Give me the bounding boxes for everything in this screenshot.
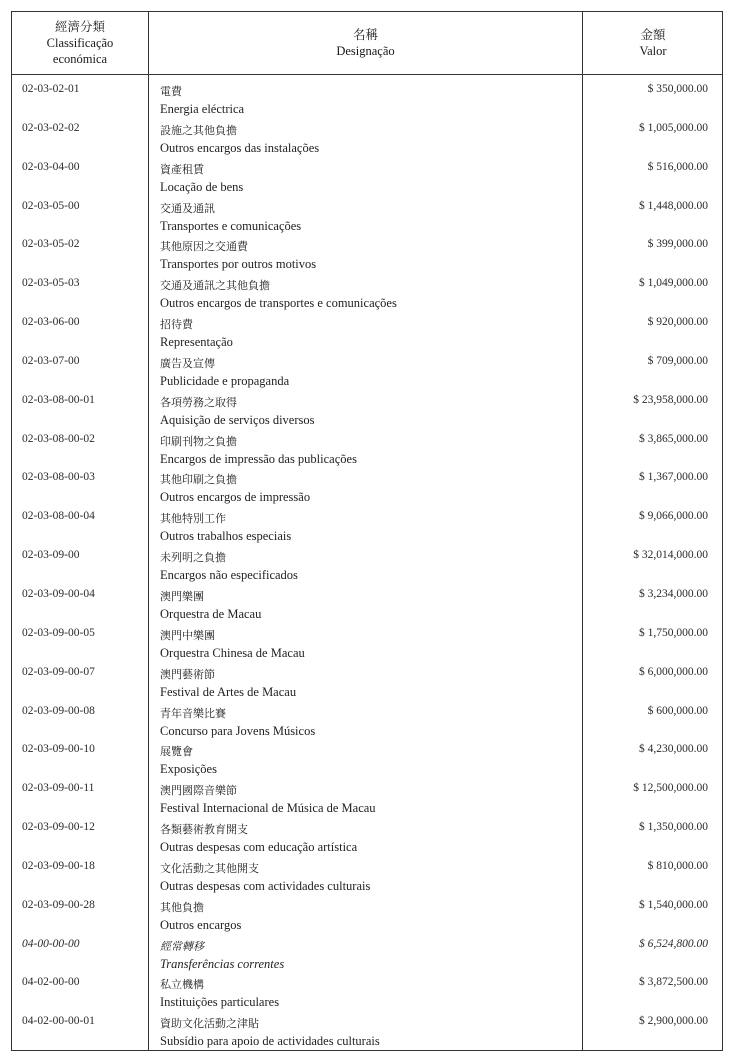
designation-zh: 電費	[160, 85, 182, 98]
designation-pt: Transportes por outros motivos	[160, 257, 317, 272]
designation-pt: Exposições	[160, 762, 217, 777]
designation-pt: Aquisição de serviços diversos	[160, 412, 315, 427]
designation-pt: Transferências correntes	[160, 956, 285, 971]
amount-value: $ 3,872,500.00	[639, 976, 708, 989]
designation-pt: Locação de bens	[160, 179, 244, 194]
designation-zh: 資助文化活動之津貼	[160, 1017, 259, 1031]
designation-zh: 澳門國際音樂節	[160, 784, 237, 798]
designation-pt: Concurso para Jovens Músicos	[160, 723, 316, 738]
designation-zh: 其他印刷之負擔	[160, 473, 237, 487]
amount-value: $ 399,000.00	[647, 238, 708, 251]
designation-zh: 展覽會	[160, 745, 193, 759]
designation-pt: Energia eléctrica	[160, 102, 245, 116]
table-row	[12, 117, 722, 156]
table-row	[12, 389, 722, 428]
table-row	[12, 544, 722, 583]
designation-pt: Encargos de impressão das publicações	[160, 451, 357, 466]
designation-zh: 各類藝術教育開支	[160, 823, 248, 837]
table-row	[12, 195, 722, 234]
amount-value: $ 1,367,000.00	[639, 471, 708, 484]
amount-value: $ 1,005,000.00	[639, 121, 708, 134]
economic-code: 04-02-00-00-01	[22, 1015, 95, 1028]
designation-pt: Festival Internacional de Música de Macau	[160, 801, 376, 816]
economic-code: 02-03-09-00-04	[22, 587, 95, 600]
amount-value: $ 709,000.00	[647, 354, 708, 367]
table-row	[12, 466, 722, 505]
amount-value: $ 12,500,000.00	[633, 782, 708, 795]
table-row	[12, 855, 722, 894]
table-row	[12, 661, 722, 700]
table-row	[12, 583, 722, 622]
economic-code: 02-03-09-00-08	[22, 704, 95, 717]
table-row	[12, 622, 722, 661]
table-row	[12, 894, 722, 933]
economic-code: 02-03-09-00-18	[22, 859, 95, 872]
table-row	[12, 156, 722, 195]
amount-value: $ 920,000.00	[647, 316, 708, 329]
designation-zh: 招待費	[160, 318, 193, 332]
table-row	[12, 272, 722, 311]
economic-code: 02-03-08-00-01	[22, 393, 95, 406]
economic-code: 02-03-05-03	[22, 277, 80, 290]
designation-zh: 其他特別工作	[160, 512, 226, 526]
designation-pt: Outros encargos de impressão	[160, 490, 311, 505]
table-row	[12, 428, 722, 467]
designation-pt: Festival de Artes de Macau	[160, 684, 297, 699]
designation-zh: 澳門藝術節	[160, 667, 215, 681]
economic-code: 02-03-05-02	[22, 238, 80, 251]
designation-pt: Outros trabalhos especiais	[160, 529, 292, 544]
designation-pt: Orquestra Chinesa de Macau	[160, 645, 305, 660]
designation-zh: 印刷刊物之負擔	[160, 434, 237, 448]
amount-value: $ 1,750,000.00	[639, 626, 708, 639]
amount-value: $ 1,540,000.00	[639, 898, 708, 911]
designation-zh: 資產租賃	[160, 162, 204, 176]
economic-code: 02-03-09-00	[22, 549, 80, 562]
designation-pt: Publicidade e propaganda	[160, 373, 290, 388]
amount-value: $ 1,049,000.00	[639, 277, 708, 290]
header-designation-pt: Designação	[336, 44, 395, 58]
amount-value: $ 32,014,000.00	[633, 549, 708, 562]
amount-value: $ 6,000,000.00	[639, 665, 708, 678]
header-designation-zh: 名稱	[352, 28, 378, 42]
header-value-zh: 金額	[640, 28, 666, 42]
table-row	[12, 233, 722, 272]
amount-value: $ 1,448,000.00	[639, 199, 708, 212]
economic-code: 02-03-08-00-02	[22, 432, 95, 445]
designation-zh: 澳門樂團	[160, 589, 204, 603]
designation-zh: 其他原因之交通費	[160, 240, 248, 254]
amount-value: $ 3,865,000.00	[639, 432, 708, 445]
amount-value: $ 6,524,800.00	[639, 937, 708, 950]
table-row	[12, 505, 722, 544]
amount-value: $ 4,230,000.00	[639, 743, 708, 756]
amount-value: $ 9,066,000.00	[639, 510, 708, 523]
designation-zh: 其他負擔	[160, 900, 204, 914]
table-row	[12, 933, 722, 972]
amount-value: $ 350,000.00	[647, 83, 708, 95]
header-classification-zh: 經濟分類	[54, 20, 105, 34]
economic-code: 02-03-09-00-28	[22, 898, 95, 911]
header-value	[583, 12, 723, 74]
economic-code: 02-03-02-01	[22, 83, 80, 95]
economic-code: 04-02-00-00	[22, 976, 80, 989]
table-row	[12, 971, 722, 1010]
designation-pt: Transportes e comunicações	[160, 218, 302, 233]
designation-zh: 青年音樂比賽	[160, 706, 226, 720]
economic-code: 02-03-06-00	[22, 316, 80, 329]
table-row	[12, 1010, 722, 1049]
designation-pt: Representação	[160, 335, 233, 350]
designation-zh: 各項勞務之取得	[160, 395, 237, 409]
header-classification	[12, 12, 148, 74]
designation-zh: 私立機構	[160, 978, 204, 992]
amount-value: $ 600,000.00	[647, 704, 708, 717]
designation-zh: 設施之其他負擔	[160, 123, 237, 137]
designation-zh: 文化活動之其他開支	[160, 861, 259, 875]
amount-value: $ 1,350,000.00	[639, 821, 708, 834]
designation-pt: Outros encargos das instalações	[160, 140, 320, 155]
amount-value: $ 23,958,000.00	[633, 393, 708, 406]
economic-code: 02-03-05-00	[22, 199, 80, 212]
table-row	[12, 700, 722, 739]
designation-zh: 交通及通訊	[160, 201, 215, 215]
designation-pt: Outras despesas com actividades culturais	[160, 878, 371, 893]
header-value-pt: Valor	[639, 44, 667, 58]
economic-code: 02-03-09-00-10	[22, 743, 95, 756]
economic-code: 02-03-02-02	[22, 121, 80, 134]
designation-zh: 廣告及宣傳	[160, 356, 215, 370]
economic-code: 02-03-09-00-07	[22, 665, 95, 678]
table-row	[12, 738, 722, 777]
designation-pt: Outras despesas com educação artística	[160, 840, 358, 855]
economic-code: 02-03-09-00-12	[22, 821, 95, 834]
economic-code: 02-03-07-00	[22, 354, 80, 367]
designation-zh: 交通及通訊之其他負擔	[160, 279, 270, 293]
header-designation	[149, 12, 582, 74]
table-row	[12, 311, 722, 350]
designation-zh: 未列明之負擔	[160, 551, 226, 565]
table-body	[12, 78, 722, 1049]
table-row	[12, 78, 722, 117]
economic-code: 02-03-08-00-04	[22, 510, 95, 523]
designation-zh: 澳門中樂團	[160, 628, 215, 642]
table-header	[12, 12, 722, 75]
header-classification-pt2: económica	[52, 52, 108, 66]
designation-pt: Instituições particulares	[160, 995, 280, 1010]
economic-code: 02-03-08-00-03	[22, 471, 95, 484]
header-classification-pt: Classificação	[46, 36, 114, 50]
budget-table	[11, 11, 723, 1051]
amount-value: $ 516,000.00	[647, 160, 708, 173]
table-row	[12, 816, 722, 855]
table-row	[12, 777, 722, 816]
amount-value: $ 810,000.00	[647, 859, 708, 872]
table-row	[12, 350, 722, 389]
amount-value: $ 3,234,000.00	[639, 587, 708, 600]
designation-pt: Outros encargos de transportes e comunicações	[160, 296, 397, 311]
economic-code: 02-03-09-00-11	[22, 782, 95, 795]
designation-pt: Encargos não especificados	[160, 568, 298, 583]
economic-code: 02-03-04-00	[22, 160, 80, 173]
designation-zh: 經常轉移	[160, 939, 204, 953]
designation-pt: Subsídio para apoio de actividades culturais	[160, 1034, 380, 1049]
economic-code: 04-00-00-00	[22, 937, 80, 950]
designation-pt: Outros encargos	[160, 917, 242, 932]
amount-value: $ 2,900,000.00	[639, 1015, 708, 1028]
economic-code: 02-03-09-00-05	[22, 626, 95, 639]
designation-pt: Orquestra de Macau	[160, 606, 262, 621]
